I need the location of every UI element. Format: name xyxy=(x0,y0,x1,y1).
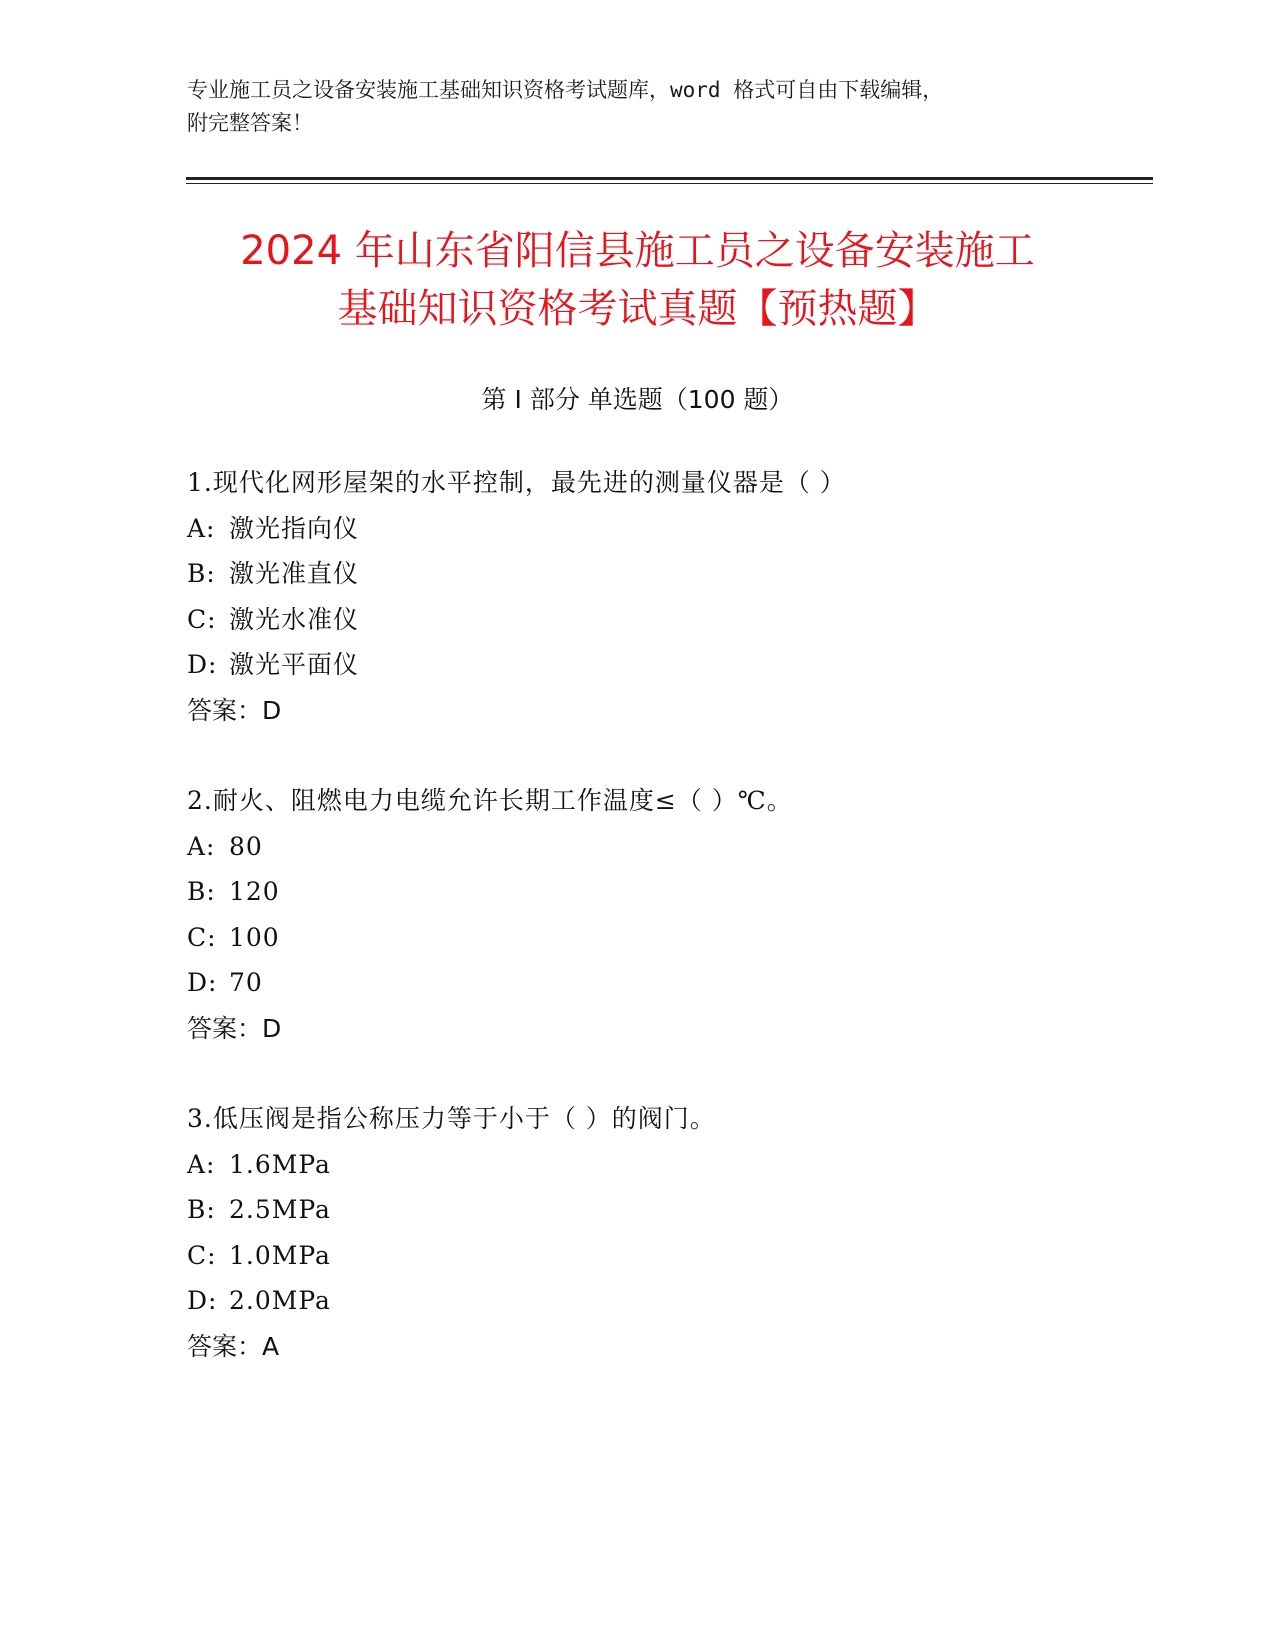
answer: 答案：D xyxy=(187,1013,282,1043)
option-text: 激光平面仪 xyxy=(229,650,360,679)
option-key: B: xyxy=(187,877,216,906)
header-divider-thick xyxy=(186,177,1153,180)
option-text: 70 xyxy=(229,968,263,997)
option-text: 激光指向仪 xyxy=(229,513,360,543)
section-heading: 第 I 部分 单选题（100 题） xyxy=(481,385,794,414)
answer: 答案：D xyxy=(187,695,282,725)
question-stem: 3.低压阀是指公称压力等于小于（ ）的阀门。 xyxy=(187,1104,716,1133)
option-text: 120 xyxy=(229,877,280,906)
option-text: 激光水准仪 xyxy=(229,604,360,634)
option-c xyxy=(187,915,1187,961)
option-key: A: xyxy=(187,831,216,861)
option-b xyxy=(187,869,1187,915)
document-title xyxy=(100,222,1175,338)
option-a xyxy=(187,824,1187,870)
header-divider-thin xyxy=(186,183,1153,184)
option-text: 1.0MPa xyxy=(229,1240,331,1270)
question-1 xyxy=(187,460,1187,733)
option-text: 2.5MPa xyxy=(229,1195,331,1224)
option-key: D: xyxy=(187,968,218,997)
option-key: B: xyxy=(187,1195,216,1224)
header-note-line-1: 专业施工员之设备安装施工基础知识资格考试题库，word 格式可自由下载编辑， xyxy=(187,78,944,102)
option-key: A: xyxy=(187,513,216,543)
question-3 xyxy=(187,1096,1187,1369)
document-title-line-1: 2024 年山东省阳信县施工员之设备安装施工 xyxy=(240,228,1035,274)
option-c xyxy=(187,1233,1187,1279)
option-a xyxy=(187,1142,1187,1188)
option-key: C: xyxy=(187,604,217,634)
option-text: 100 xyxy=(229,922,280,952)
document-title-line-2: 基础知识资格考试真题【预热题】 xyxy=(337,286,938,332)
option-key: C: xyxy=(187,1240,217,1270)
option-key: D: xyxy=(187,650,218,679)
option-d xyxy=(187,960,1187,1006)
option-d xyxy=(187,642,1187,688)
option-text: 2.0MPa xyxy=(229,1286,331,1315)
option-a xyxy=(187,506,1187,552)
option-key: A: xyxy=(187,1149,216,1179)
question-2 xyxy=(187,778,1187,1051)
option-b xyxy=(187,1187,1187,1233)
header-note-line-2: 附完整答案！ xyxy=(187,111,313,135)
option-text: 激光准直仪 xyxy=(229,559,360,588)
option-d xyxy=(187,1278,1187,1324)
question-stem: 2.耐火、阻燃电力电缆允许长期工作温度≤（ ）℃。 xyxy=(187,786,793,815)
option-text: 80 xyxy=(229,831,263,861)
option-key: D: xyxy=(187,1286,218,1315)
option-key: B: xyxy=(187,559,216,588)
option-b xyxy=(187,551,1187,597)
option-text: 1.6MPa xyxy=(229,1149,331,1179)
answer: 答案：A xyxy=(187,1331,280,1361)
option-key: C: xyxy=(187,922,217,952)
question-stem: 1.现代化网形屋架的水平控制，最先进的测量仪器是（ ） xyxy=(187,468,846,497)
header-note xyxy=(187,74,1087,140)
option-c xyxy=(187,597,1187,643)
